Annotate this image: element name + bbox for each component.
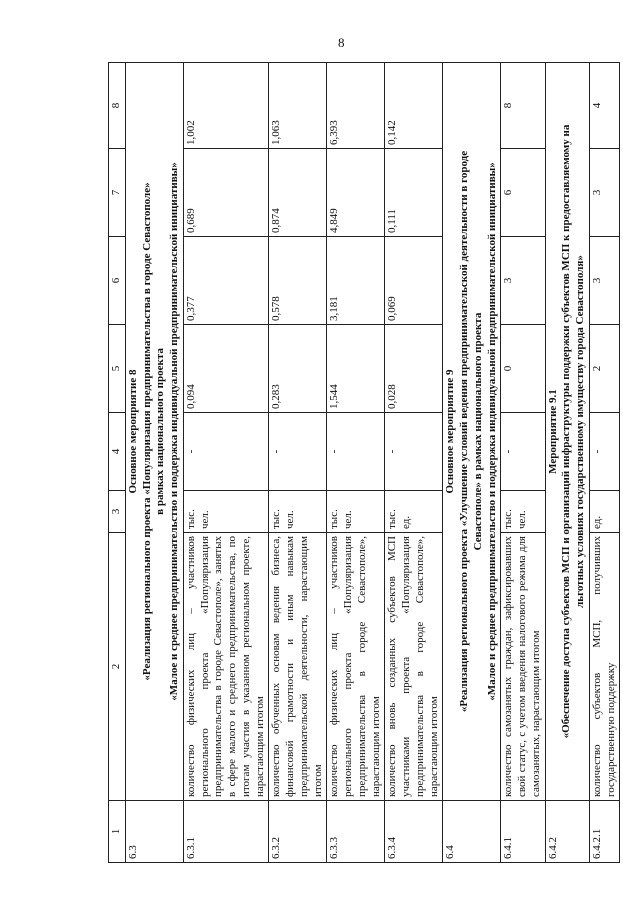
rotated-table-wrapper bbox=[108, 63, 617, 863]
value-col8: 1,063 bbox=[269, 63, 327, 149]
row-number: 6.3.4 bbox=[385, 801, 443, 863]
col-header-2: 2 bbox=[109, 533, 126, 801]
value-col4: - bbox=[501, 413, 545, 491]
value-col7: 4,849 bbox=[327, 149, 385, 237]
value-col5: 0,283 bbox=[269, 325, 327, 413]
value-col7: 0,689 bbox=[183, 149, 269, 237]
col-header-3: 3 bbox=[109, 491, 126, 533]
row-number: 6.3.2 bbox=[269, 801, 327, 863]
table-row bbox=[327, 63, 385, 863]
unit-cell: тыс. ед. bbox=[385, 491, 443, 533]
value-col6: 3 bbox=[501, 237, 545, 325]
page-number: 8 bbox=[338, 35, 345, 50]
value-col7: 0,874 bbox=[269, 149, 327, 237]
indicator-description: количество физических лиц – участников регионального проекта «Популяризация предпринимательства в городе Севастополе», занятых в сфере малого и среднего предпринимательства, по итогам участия в указанном региональном проекте, нарастающим итогом bbox=[183, 533, 269, 801]
table-row bbox=[589, 63, 620, 863]
column-number-row bbox=[109, 63, 126, 863]
value-col4: - bbox=[589, 413, 620, 491]
section-title: Основное мероприятие 9 «Реализация регионального проекта «Улучшение условий ведения предпринимательской деятельности в городе Севастополе» в рамках национального проекта «Малое и среднее предпринимательство и поддержка индивидуальной предпринимательской инициативы» bbox=[443, 63, 501, 801]
row-number: 6.3.3 bbox=[327, 801, 385, 863]
section-number: 6.3 bbox=[125, 801, 183, 863]
row-number: 6.4.2.1 bbox=[589, 801, 620, 863]
value-col4: - bbox=[183, 413, 269, 491]
value-col5: 1,544 bbox=[327, 325, 385, 413]
unit-cell: тыс. чел. bbox=[269, 491, 327, 533]
value-col4: - bbox=[269, 413, 327, 491]
value-col8: 0,142 bbox=[385, 63, 443, 149]
col-header-7: 7 bbox=[109, 149, 126, 237]
value-col6: 0,377 bbox=[183, 237, 269, 325]
indicator-description: количество физических лиц – участников регионального проекта «Популяризация предпринимательства в городе Севастополе», нарастающим итогом bbox=[327, 533, 385, 801]
table-row bbox=[183, 63, 269, 863]
indicator-description: количество обученных основам ведения бизнеса, финансовой грамотности и иным навыкам предпринимательской деятельности, нарастающим итогом bbox=[269, 533, 327, 801]
table-row bbox=[269, 63, 327, 863]
value-col4: - bbox=[327, 413, 385, 491]
unit-cell: ед. bbox=[589, 491, 620, 533]
indicator-description: количество субъектов МСП, получивших государственную поддержку bbox=[589, 533, 620, 801]
section-number: 6.4 bbox=[443, 801, 501, 863]
value-col8: 6,393 bbox=[327, 63, 385, 149]
indicators-table bbox=[108, 62, 620, 863]
col-header-5: 5 bbox=[109, 325, 126, 413]
section-row bbox=[443, 63, 501, 863]
value-col5: 0,028 bbox=[385, 325, 443, 413]
section-number: 6.4.2 bbox=[545, 801, 589, 863]
value-col7: 3 bbox=[589, 149, 620, 237]
value-col4: - bbox=[385, 413, 443, 491]
table-row bbox=[501, 63, 545, 863]
value-col5: 0 bbox=[501, 325, 545, 413]
indicator-description: количество вновь созданных субъектов МСП участниками проекта «Популяризация предпринимательства в городе Севастополе», нарастающим итогом bbox=[385, 533, 443, 801]
unit-cell: тыс. чел. bbox=[327, 491, 385, 533]
indicator-description: количество самозанятых граждан, зафиксировавших свой статус, с учетом введения налогового режима для самозанятых, нарастающим итогом bbox=[501, 533, 545, 801]
col-header-4: 4 bbox=[109, 413, 126, 491]
col-header-6: 6 bbox=[109, 237, 126, 325]
row-number: 6.3.1 bbox=[183, 801, 269, 863]
col-header-8: 8 bbox=[109, 63, 126, 149]
value-col8: 8 bbox=[501, 63, 545, 149]
col-header-1: 1 bbox=[109, 801, 126, 863]
section-row bbox=[545, 63, 589, 863]
value-col7: 6 bbox=[501, 149, 545, 237]
section-row bbox=[125, 63, 183, 863]
value-col5: 2 bbox=[589, 325, 620, 413]
value-col8: 1,002 bbox=[183, 63, 269, 149]
unit-cell: тыс. чел. bbox=[183, 491, 269, 533]
section-title: Мероприятие 9.1 «Обеспечение доступа субъектов МСП и организаций инфраструктуры поддержки субъектов МСП к предоставляемому на льготных условиях государственному имуществу города Севастополя» bbox=[545, 63, 589, 801]
value-col6: 0,578 bbox=[269, 237, 327, 325]
value-col7: 0,111 bbox=[385, 149, 443, 237]
row-number: 6.4.1 bbox=[501, 801, 545, 863]
section-title: Основное мероприятие 8 «Реализация регионального проекта «Популяризация предпринимательства в городе Севастополе» в рамках национального проекта «Малое и среднее предпринимательство и поддержка индивидуальной предпринимательской инициативы» bbox=[125, 63, 183, 801]
value-col5: 0,094 bbox=[183, 325, 269, 413]
value-col8: 4 bbox=[589, 63, 620, 149]
value-col6: 0,069 bbox=[385, 237, 443, 325]
value-col6: 3 bbox=[589, 237, 620, 325]
value-col6: 3,181 bbox=[327, 237, 385, 325]
table-row bbox=[385, 63, 443, 863]
unit-cell: тыс. чел. bbox=[501, 491, 545, 533]
